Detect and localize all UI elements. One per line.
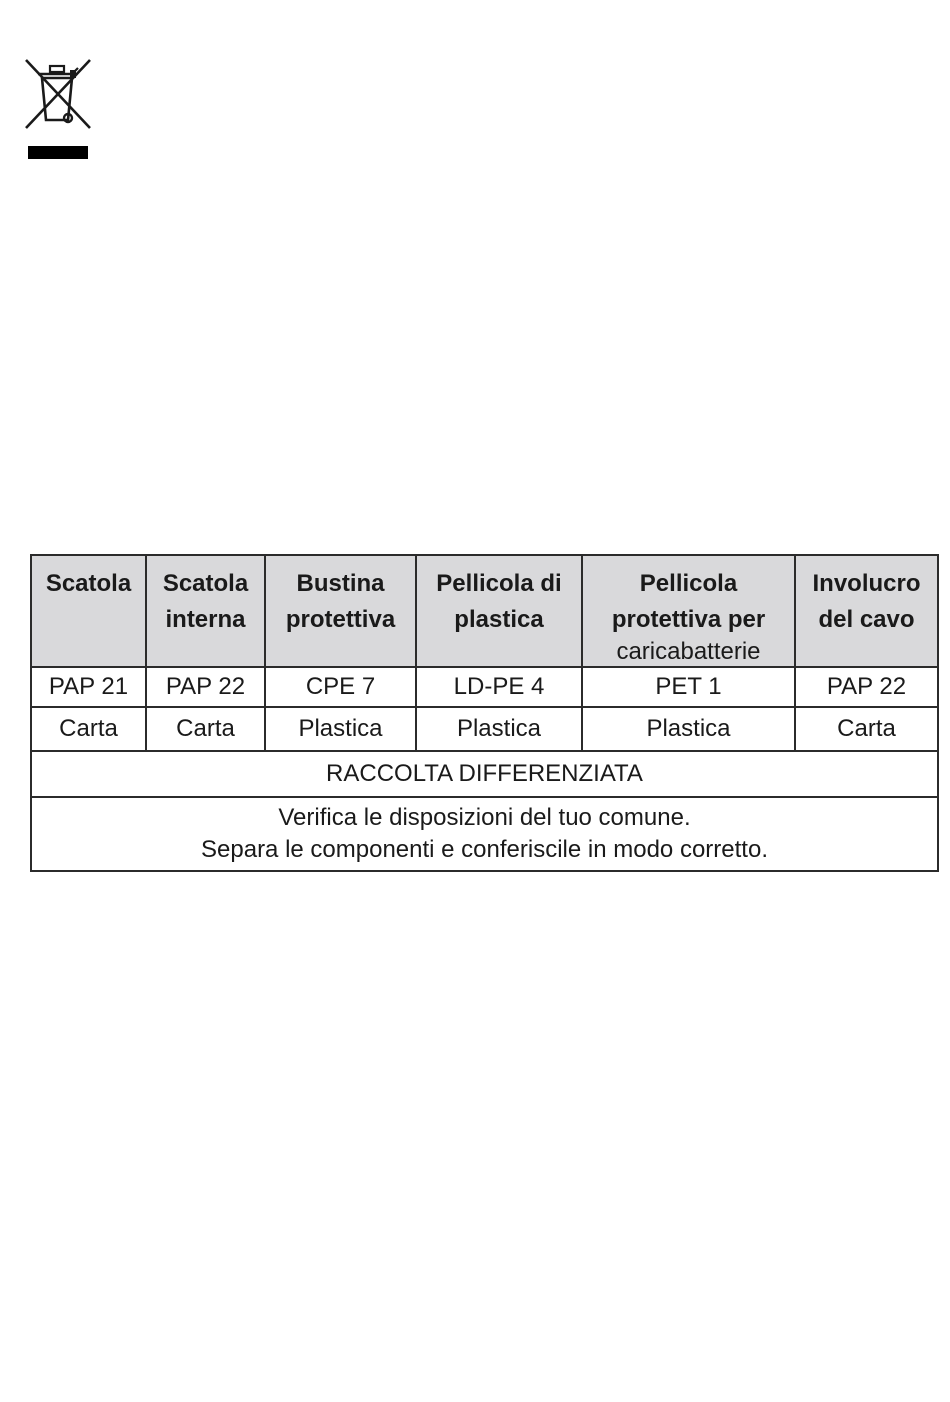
code-cell: LD-PE 4 — [416, 667, 582, 707]
header-subtitle: caricabatterie — [616, 638, 761, 665]
table-row-materials — [31, 707, 938, 751]
note-line-1: Verifica le disposizioni del tuo comune. — [278, 804, 691, 831]
header-title: Pellicola protettiva per — [611, 570, 766, 633]
code-cell: PET 1 — [582, 667, 795, 707]
material-cell: Plastica — [582, 707, 795, 751]
material-cell: Plastica — [416, 707, 582, 751]
header-title: Bustina protettiva — [285, 570, 396, 633]
crossed-out-wheelie-bin-icon — [22, 56, 94, 160]
header-cell — [146, 555, 265, 667]
code-cell: CPE 7 — [265, 667, 416, 707]
header-cell — [416, 555, 582, 667]
header-title: Pellicola di plastica — [436, 570, 562, 633]
material-cell: Carta — [31, 707, 146, 751]
header-cell — [31, 555, 146, 667]
material-cell: Carta — [146, 707, 265, 751]
header-cell — [582, 555, 795, 667]
header-cell — [795, 555, 938, 667]
code-cell: PAP 22 — [146, 667, 265, 707]
code-cell: PAP 21 — [31, 667, 146, 707]
table-header-row — [31, 555, 938, 667]
code-cell: PAP 22 — [795, 667, 938, 707]
collection-cell: RACCOLTA DIFFERENZIATA — [31, 751, 938, 797]
table-row-note — [31, 797, 938, 871]
material-cell: Plastica — [265, 707, 416, 751]
table-row-codes — [31, 667, 938, 707]
material-cell: Carta — [795, 707, 938, 751]
recycling-table — [30, 554, 939, 872]
table-row-collection — [31, 751, 938, 797]
header-cell — [265, 555, 416, 667]
header-title: Involucro del cavo — [812, 570, 921, 633]
header-title: Scatola interna — [162, 570, 249, 633]
note-line-2: Separa le componenti e conferiscile in modo corretto. — [201, 836, 768, 863]
header-title: Scatola — [45, 570, 132, 597]
note-cell — [31, 797, 938, 871]
